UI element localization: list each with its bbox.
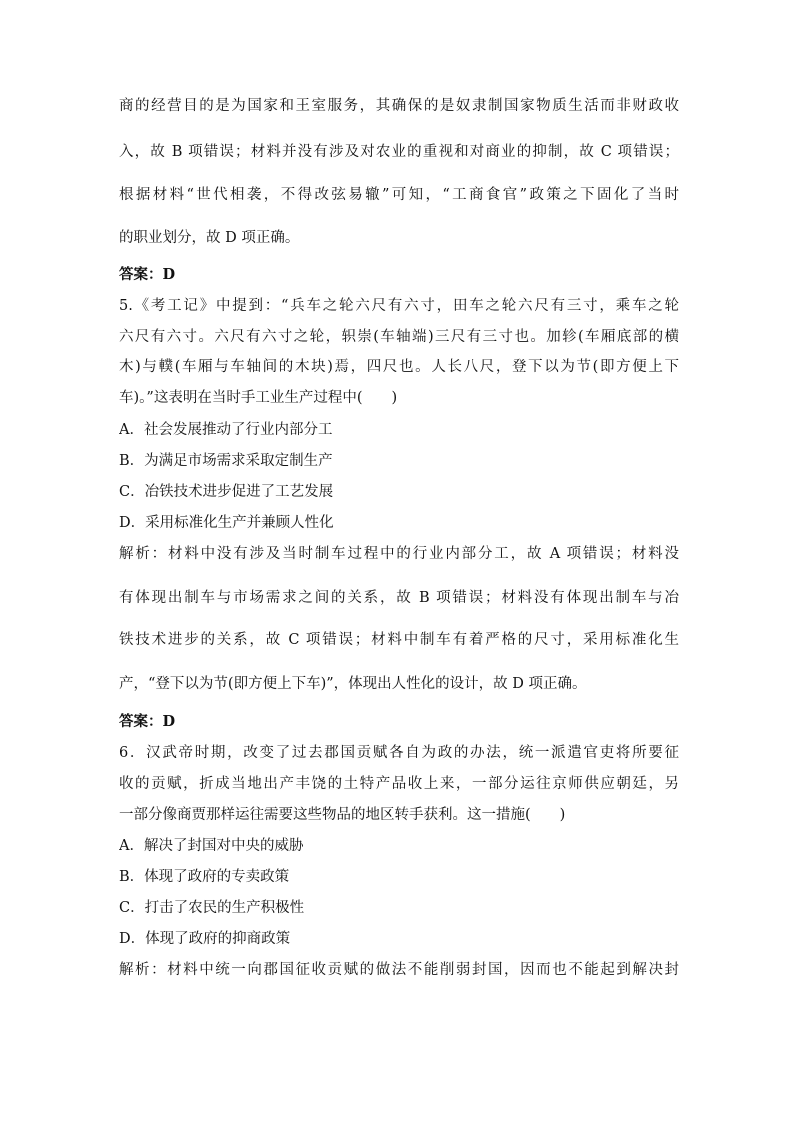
question-6-text: 一部分像商贾那样运往需要这些物品的地区转手获利。这一措施( ) bbox=[119, 807, 566, 823]
analysis-text: 产，“登下以为节(即方便上下车)”，体现出人性化的设计，故 D 项正确。 bbox=[119, 676, 587, 692]
question-5-text: 车)。”这表明在当时手工业生产过程中( ) bbox=[119, 390, 398, 406]
option-b: B．为满足市场需求采取定制生产 bbox=[119, 453, 333, 469]
text-line: 商的经营目的是为国家和王室服务，其确保的是奴隶制国家物质生活而非财政收 bbox=[119, 98, 679, 114]
analysis-text: 解析：材料中没有涉及当时制车过程中的行业内部分工，故 A 项错误；材料没 bbox=[119, 546, 679, 562]
analysis-text: 铁技术进步的关系，故 C 项错误；材料中制车有着严格的尺寸，采用标准化生 bbox=[119, 632, 679, 648]
option-b: B．体现了政府的专卖政策 bbox=[119, 869, 290, 885]
text-line: 的职业划分，故 D 项正确。 bbox=[119, 230, 300, 246]
option-d: D．采用标准化生产并兼顾人性化 bbox=[119, 515, 334, 531]
question-6-text: 6．汉武帝时期，改变了过去郡国贡赋各自为政的办法，统一派遣官吏将所要征 bbox=[119, 745, 679, 761]
option-a: A．解决了封国对中央的威胁 bbox=[119, 838, 304, 854]
question-5-text: 5.《考工记》中提到：“兵车之轮六尺有六寸，田车之轮六尺有三寸，乘车之轮 bbox=[119, 298, 679, 314]
analysis-text: 有体现出制车与市场需求之间的关系，故 B 项错误；材料没有体现出制车与冶 bbox=[119, 590, 679, 606]
answer-label: 答案：D bbox=[119, 266, 176, 283]
question-6-text: 收的贡赋，折成当地出产丰饶的土特产品收上来，一部分运往京师供应朝廷，另 bbox=[119, 776, 679, 792]
option-c: C．冶铁技术进步促进了工艺发展 bbox=[119, 484, 334, 500]
question-5-text: 木)与轐(车厢与车轴间的木块)焉，四尺也。人长八尺，登下以为节(即方便上下 bbox=[119, 359, 679, 375]
text-line: 入，故 B 项错误；材料并没有涉及对农业的重视和对商业的抑制，故 C 项错误； bbox=[119, 144, 679, 160]
analysis-text: 解析：材料中统一向郡国征收贡赋的做法不能削弱封国，因而也不能起到解决封 bbox=[119, 962, 679, 978]
option-d: D．体现了政府的抑商政策 bbox=[119, 931, 291, 947]
answer-label: 答案：D bbox=[119, 713, 176, 730]
text-line: 根据材料“世代相袭，不得改弦易辙”可知，“工商食官”政策之下固化了当时 bbox=[119, 187, 679, 203]
option-c: C．打击了农民的生产积极性 bbox=[119, 900, 305, 916]
option-a: A．社会发展推动了行业内部分工 bbox=[119, 422, 333, 438]
question-5-text: 六尺有六寸。六尺有六寸之轮，轵崇(车轴端)三尺有三寸也。加轸(车厢底部的横 bbox=[119, 329, 679, 345]
